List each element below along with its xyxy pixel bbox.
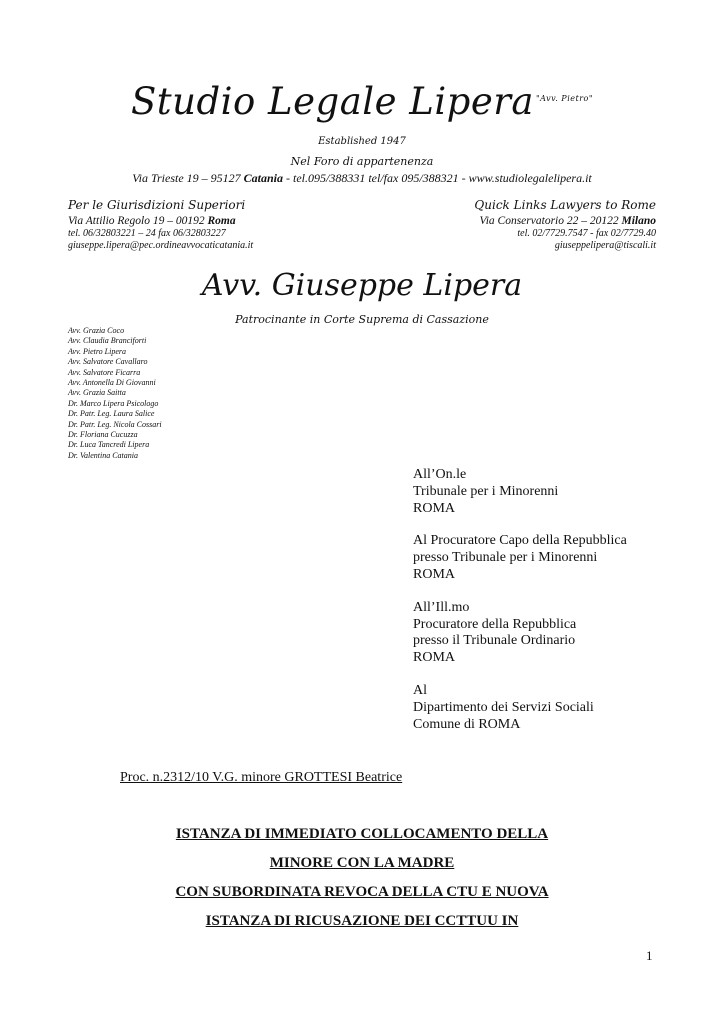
- office-milan-email: giuseppelipera@tiscali.it: [554, 240, 656, 251]
- staff-member: Avv. Salvatore Ficarra: [68, 367, 141, 377]
- staff-member: Avv. Pietro Lipera: [68, 346, 126, 356]
- heading-line: MINORE CON LA MADRE: [269, 855, 455, 871]
- office-milan-phone: tel. 02/7729.7547 - fax 02/7729.40: [517, 228, 656, 239]
- recipient-line: Comune di ROMA: [413, 716, 521, 732]
- heading-line: ISTANZA DI RICUSAZIONE DEI CCTTUU IN: [205, 913, 519, 929]
- recipient-line: Al Procuratore Capo della Repubblica: [413, 533, 627, 549]
- staff-member: Dr. Luca Tancredi Lipera: [68, 440, 150, 450]
- recipient-group: [413, 533, 627, 583]
- staff-member: Avv. Salvatore Cavallaro: [68, 357, 148, 367]
- page-number: 1: [646, 948, 653, 963]
- staff-list: [68, 326, 162, 461]
- recipient-line: presso Tribunale per i Minorenni: [413, 550, 598, 566]
- contact-city: Catania: [243, 171, 284, 185]
- heading-line: ISTANZA DI IMMEDIATO COLLOCAMENTO DELLA: [175, 826, 549, 842]
- foro-line: Nel Foro di appartenenza: [290, 155, 434, 168]
- staff-member: Dr. Marco Lipera Psicologo: [68, 398, 159, 408]
- recipient-line: Dipartimento dei Servizi Sociali: [413, 699, 594, 715]
- studio-title-tag: "Avv. Pietro": [536, 94, 594, 103]
- staff-member: Avv. Grazia Coco: [68, 326, 125, 335]
- office-milan: [474, 198, 656, 252]
- recipient-group: [413, 683, 627, 733]
- office-rome-phone: tel. 06/32803221 – 24 fax 06/32803227: [68, 228, 226, 239]
- lawyer-subtitle: Patrocinante in Corte Suprema di Cassazione: [235, 313, 489, 326]
- studio-title: Studio Legale Lipera $^{"Avv. Pietro"}$: [130, 80, 594, 123]
- recipient-line: Tribunale per i Minorenni: [413, 483, 559, 499]
- recipient-line: All’On.le: [413, 467, 467, 482]
- staff-member: Avv. Claudia Branciforti: [68, 336, 147, 346]
- office-milan-address: Via Conservatorio 22 – 20122 Milano: [479, 215, 656, 227]
- staff-member: Avv. Antonella Di Giovanni: [68, 378, 156, 388]
- recipient-line: Al: [413, 682, 427, 698]
- office-rome: [68, 198, 253, 252]
- office-rome-email: giuseppe.lipera@pec.ordineavvocaticatania.it: [68, 240, 254, 251]
- staff-member: Dr. Valentina Catania: [68, 450, 139, 460]
- recipient-group: [413, 600, 627, 667]
- recipient-line: Procuratore della Repubblica: [413, 616, 577, 632]
- contact-line: Via Trieste 19 – 95127 Catania - tel.095/388331 tel/fax 095/388321 - www.studiolegalelipera.it: [132, 171, 592, 185]
- document-heading: [0, 820, 724, 936]
- recipient-group: [413, 467, 627, 517]
- recipient-line: ROMA: [413, 566, 456, 582]
- office-rome-header: Per le Giurisdizioni Superiori: [68, 198, 246, 212]
- recipient-line: ROMA: [413, 650, 456, 666]
- staff-member: Dr. Floriana Cucuzza: [68, 430, 138, 440]
- established-line: Established 1947: [318, 136, 406, 147]
- procedure-reference: Proc. n.2312/10 V.G. minore GROTTESI Beatrice: [120, 770, 403, 785]
- recipients-block: [413, 467, 627, 749]
- office-milan-header: Quick Links Lawyers to Rome: [474, 198, 656, 212]
- staff-member: Dr. Patr. Leg. Laura Salice: [68, 409, 155, 419]
- recipient-line: presso il Tribunale Ordinario: [413, 633, 576, 649]
- recipient-line: All’Ill.mo: [413, 599, 470, 615]
- staff-member: Avv. Grazia Saitta: [68, 388, 126, 398]
- office-rome-address: Via Attilio Regolo 19 – 00192 Roma: [68, 215, 236, 227]
- recipient-line: ROMA: [413, 500, 456, 516]
- heading-line: CON SUBORDINATA REVOCA DELLA CTU E NUOVA: [175, 884, 549, 900]
- staff-member: Dr. Patr. Leg. Nicola Cossari: [68, 419, 162, 429]
- lawyer-name: Avv. Giuseppe Lipera: [201, 268, 523, 303]
